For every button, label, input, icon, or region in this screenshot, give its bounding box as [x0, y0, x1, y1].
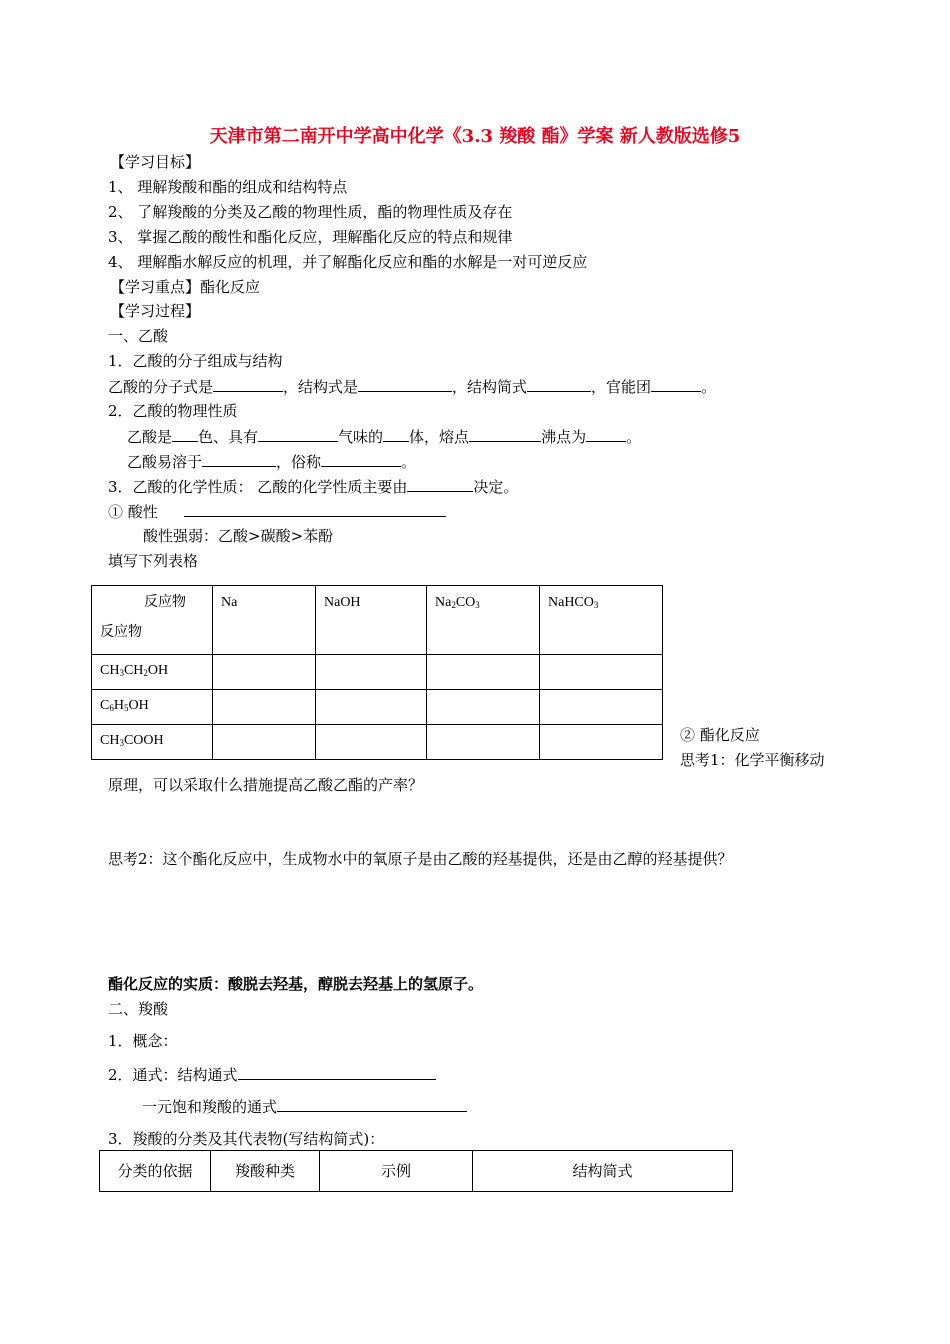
row-header-ethanol: $CH_3CH_2OH$ — [92, 655, 213, 690]
label: 决定。 — [473, 478, 519, 496]
answer-cell[interactable] — [540, 725, 663, 760]
section1-heading: 一、乙酸 — [108, 327, 169, 345]
mono-acid-formula-line — [142, 1097, 467, 1116]
answer-blank[interactable] — [586, 427, 626, 442]
table-header-row — [92, 586, 663, 655]
label: ，俗称 — [276, 453, 322, 471]
chemical-property-line — [108, 477, 518, 496]
label: 一元饱和羧酸的通式 — [142, 1098, 278, 1116]
label: ，结构简式 — [452, 378, 528, 396]
concept-line: 1．概念： — [108, 1032, 178, 1050]
answer-blank[interactable] — [527, 377, 591, 392]
acidity-line — [108, 502, 446, 521]
label: 乙酸的分子式是 — [108, 378, 214, 396]
goals-heading: 【学习目标】 — [110, 153, 201, 171]
answer-blank[interactable] — [238, 1065, 436, 1080]
label: 3．乙酸的化学性质： 乙酸的化学性质主要由 — [108, 478, 408, 496]
table-header-row — [100, 1151, 733, 1192]
corner-top-label: 反应物 — [144, 595, 186, 610]
col-header-structure: 结构简式 — [473, 1151, 733, 1192]
answer-cell[interactable] — [316, 655, 427, 690]
row-header-acetic-acid: $CH_3COOH$ — [92, 725, 213, 760]
answer-blank[interactable] — [277, 1097, 467, 1112]
answer-cell[interactable] — [540, 690, 663, 725]
esterification-heading: ② 酯化反应 — [680, 726, 760, 744]
label: 乙酸是 — [127, 428, 173, 446]
answer-cell[interactable] — [316, 725, 427, 760]
answer-cell[interactable] — [540, 655, 663, 690]
answer-cell[interactable] — [427, 725, 540, 760]
answer-cell[interactable] — [427, 690, 540, 725]
classification-table — [99, 1150, 733, 1192]
table-row — [92, 655, 663, 690]
answer-blank[interactable] — [407, 477, 473, 492]
table-row — [92, 725, 663, 760]
process-heading: 【学习过程】 — [110, 302, 201, 320]
col-header-type: 羧酸种类 — [211, 1151, 320, 1192]
answer-cell[interactable] — [316, 690, 427, 725]
answer-blank[interactable] — [213, 377, 283, 392]
row-header-phenol: $C_6H_5OH$ — [92, 690, 213, 725]
answer-cell[interactable] — [427, 655, 540, 690]
col-header-nahco3: NaHCO$_3$ — [540, 586, 663, 655]
label: 乙酸易溶于 — [127, 453, 203, 471]
label: 沸点为 — [541, 428, 587, 446]
corner-bottom-label: 反应物 — [100, 625, 142, 640]
col-header-example: 示例 — [320, 1151, 473, 1192]
subsection-physical: 2．乙酸的物理性质 — [108, 402, 238, 420]
label: ，结构式是 — [283, 378, 359, 396]
corner-cell — [92, 586, 213, 655]
answer-blank[interactable] — [321, 452, 401, 467]
page-title: 天津市第二南开中学高中化学《3.3 羧酸 酯》学案 新人教版选修5 — [209, 126, 741, 147]
table-row — [92, 690, 663, 725]
col-header-na2co3: $Na_2CO_3$ — [427, 586, 540, 655]
acid-strength: 酸性强弱：乙酸>碳酸>苯酚 — [143, 527, 334, 545]
label: 体，熔点 — [409, 428, 470, 446]
esterification-essence: 酯化反应的实质：酸脱去羟基，醇脱去羟基上的氢原子。 — [108, 975, 484, 993]
label: 。 — [626, 428, 642, 446]
label: 气味的 — [338, 428, 384, 446]
answer-blank[interactable] — [358, 377, 452, 392]
answer-cell[interactable] — [213, 655, 316, 690]
physical-fill-line-1 — [127, 427, 641, 446]
physical-fill-line-2 — [127, 452, 416, 471]
goal-item: 2、 了解羧酸的分类及乙酸的物理性质，酯的物理性质及存在 — [108, 203, 513, 221]
col-header-naoh: NaOH — [316, 586, 427, 655]
subsection-structure: 1．乙酸的分子组成与结构 — [108, 352, 283, 370]
think1-part1: 思考1：化学平衡移动 — [680, 751, 825, 769]
goal-item: 4、 理解酯水解反应的机理，并了解酯化反应和酯的水解是一对可逆反应 — [108, 253, 588, 271]
answer-cell[interactable] — [213, 725, 316, 760]
section2-heading: 二、羧酸 — [108, 1000, 169, 1018]
answer-blank[interactable] — [258, 427, 338, 442]
col-header-basis: 分类的依据 — [100, 1151, 211, 1192]
answer-blank[interactable] — [184, 502, 446, 517]
goal-item: 1、 理解羧酸和酯的组成和结构特点 — [108, 178, 348, 196]
goal-item: 3、 掌握乙酸的酸性和酯化反应，理解酯化反应的特点和规律 — [108, 228, 513, 246]
label: ，官能团 — [591, 378, 652, 396]
think1-part2: 原理，可以采取什么措施提高乙酸乙酯的产率？ — [108, 776, 424, 794]
answer-cell[interactable] — [213, 690, 316, 725]
label: 2．通式：结构通式 — [108, 1066, 238, 1084]
col-header-na: Na — [213, 586, 316, 655]
fill-table-instruction: 填写下列表格 — [108, 552, 199, 570]
label: ① 酸性 — [108, 503, 158, 521]
label: 。 — [401, 453, 417, 471]
answer-blank[interactable] — [651, 377, 701, 392]
reactant-table — [91, 585, 663, 760]
think2: 思考2：这个酯化反应中，生成物水中的氧原子是由乙酸的羟基提供，还是由乙醇的羟基提供？ — [108, 850, 733, 868]
focus-line: 【学习重点】酯化反应 — [110, 278, 261, 296]
label: 色、具有 — [198, 428, 259, 446]
label: 。 — [701, 378, 717, 396]
structure-fill-line — [108, 377, 716, 396]
classification-heading: 3．羧酸的分类及其代表物(写结构简式)： — [108, 1130, 385, 1148]
general-formula-line — [108, 1065, 436, 1084]
answer-blank[interactable] — [202, 452, 276, 467]
answer-blank[interactable] — [383, 427, 409, 442]
answer-blank[interactable] — [172, 427, 198, 442]
answer-blank[interactable] — [469, 427, 541, 442]
